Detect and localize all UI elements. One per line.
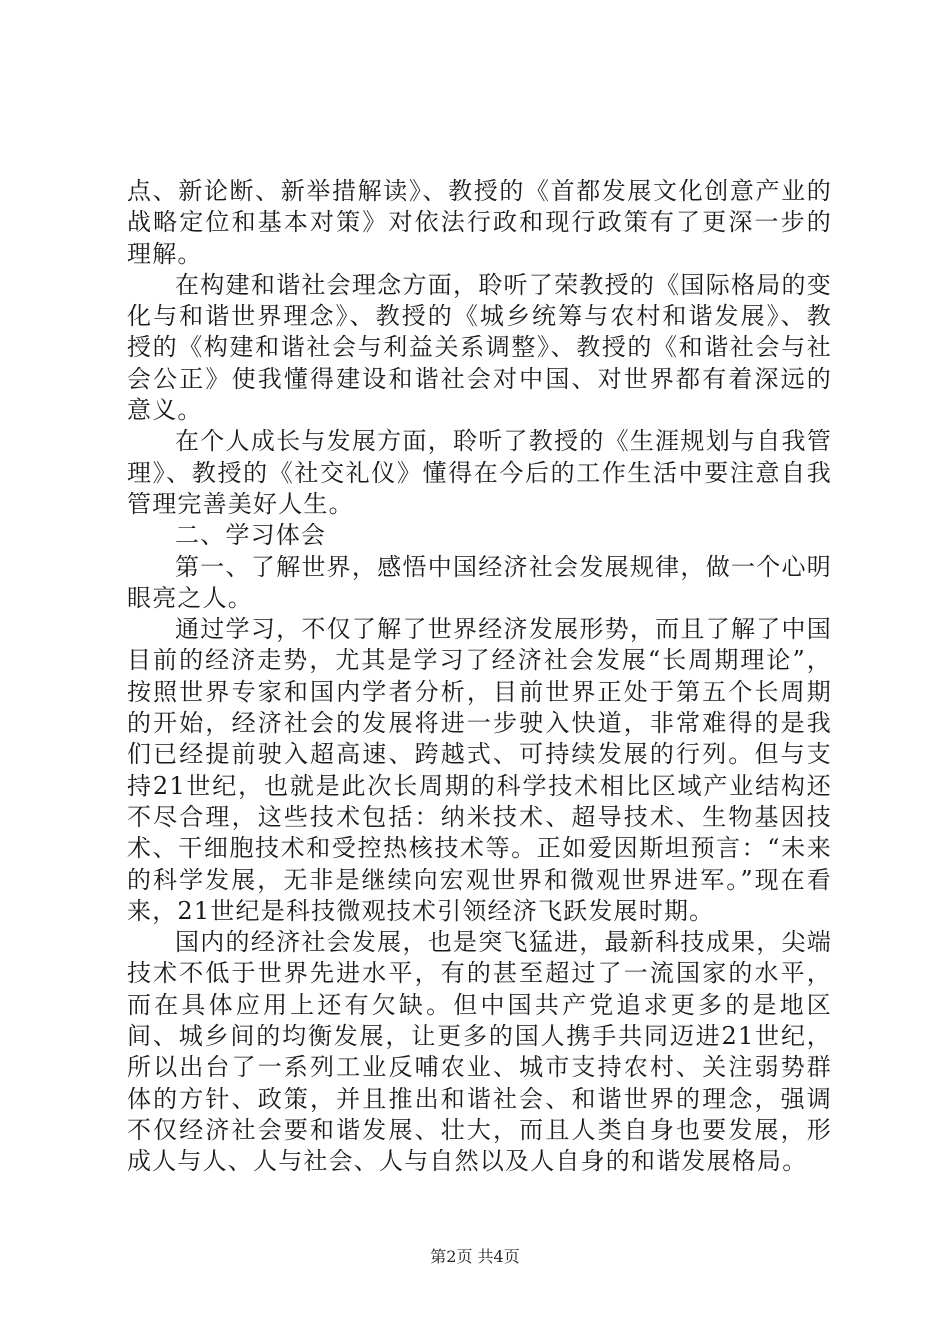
paragraph-personal-growth: 在个人成长与发展方面，聆听了教授的《生涯规划与自我管理》、教授的《社交礼仪》懂得在今后的工作生活中要注意自我管理完善美好人生。 <box>127 427 832 518</box>
document-body <box>127 176 832 1178</box>
page-number-footer: 第2页 共4页 <box>430 1247 520 1266</box>
section-heading-learning-experience: 二、学习体会 <box>175 521 327 550</box>
paragraph-long-cycle-theory: 通过学习，不仅了解了世界经济发展形势，而且了解了中国目前的经济走势，尤其是学习了经济社会发展“长周期理论”，按照世界专家和国内学者分析，目前世界正处于第五个长周期的开始，经济社会的发展将进一步驶入快道，非常难得的是我们已经提前驶入超高速、跨越式、可持续发展的行列。但与支持21世纪，也就是此次长周期的科学技术相比区域产业结构还不尽合理，这些技术包括：纳米技术、超导技术、生物基因技术、干细胞技术和受控热核技术等。正如爱因斯坦预言：“未来的科学发展，无非是继续向宏观世界和微观世界进军。”现在看来，21世纪是科技微观技术引领经济飞跃发展时期。 <box>127 615 832 925</box>
paragraph-harmonious-society: 在构建和谐社会理念方面，聆听了荣教授的《国际格局的变化与和谐世界理念》、教授的《城乡统筹与农村和谐发展》、教授的《构建和谐社会与利益关系调整》、教授的《和谐社会与社会公正》使我懂得建设和谐社会对中国、对世界都有着深远的意义。 <box>127 270 832 425</box>
paragraph-domestic-development: 国内的经济社会发展，也是突飞猛进，最新科技成果，尖端技术不低于世界先进水平，有的甚至超过了一流国家的水平，而在具体应用上还有欠缺。但中国共产党追求更多的是地区间、城乡间的均衡发展，让更多的国人携手共同迈进21世纪，所以出台了一系列工业反哺农业、城市支持农村、关注弱势群体的方针、政策，并且推出和谐社会、和谐世界的理念，强调不仅经济社会要和谐发展、壮大，而且人类自身也要发展，形成人与人、人与社会、人与自然以及人自身的和谐发展格局。 <box>127 928 832 1176</box>
subheading-understand-world: 第一、了解世界，感悟中国经济社会发展规律，做一个心明眼亮之人。 <box>127 552 832 612</box>
paragraph-continuation: 点、新论断、新举措解读》、教授的《首都发展文化创意产业的战略定位和基本对策》对依法行政和现行政策有了更深一步的理解。 <box>127 177 832 268</box>
